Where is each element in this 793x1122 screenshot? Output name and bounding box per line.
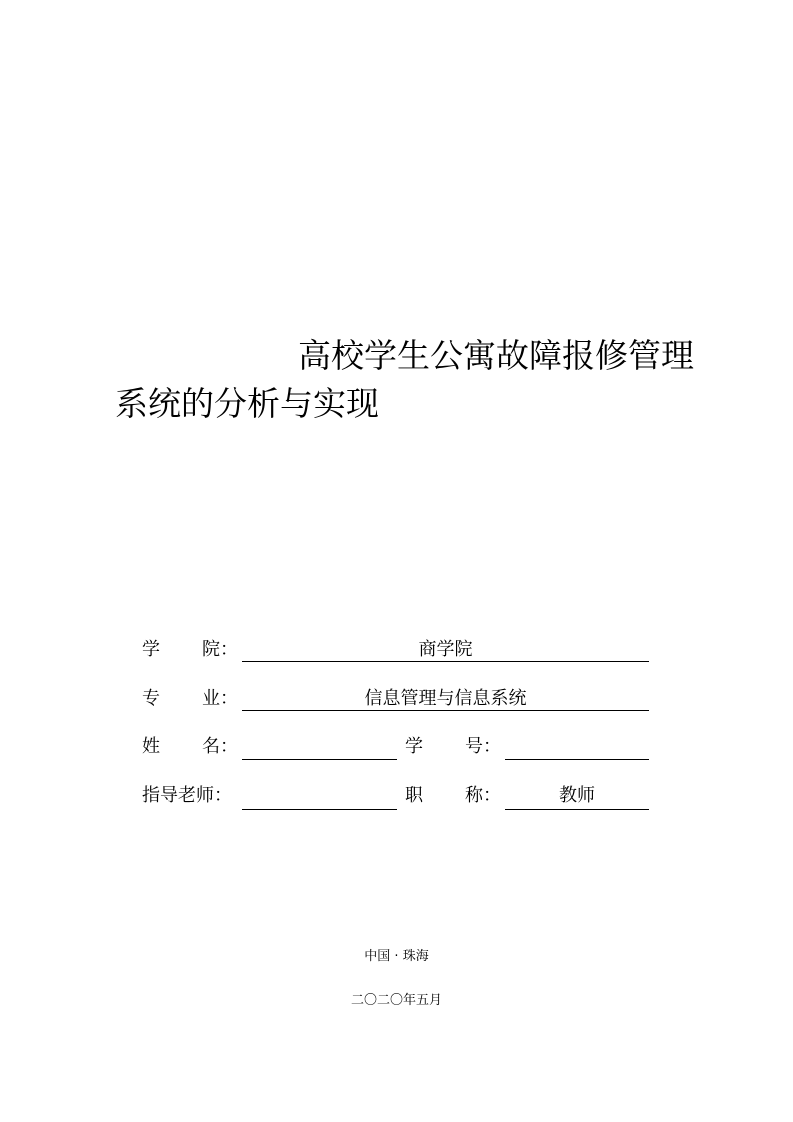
major-value: 信息管理与信息系统: [364, 688, 527, 709]
student-id-underline: [505, 759, 649, 760]
footer-date: 二〇二〇年五月: [350, 993, 442, 1008]
student-id-label-char-1: 学: [405, 736, 423, 757]
advisor-title-label-char-1: 职: [405, 785, 423, 806]
student-id-label-char-2: 号：: [465, 736, 501, 757]
major-underline: [242, 710, 649, 711]
name-label-char-1: 姓: [142, 736, 160, 757]
advisor-title-underline: [505, 809, 649, 810]
advisor-label: 指导老师：: [142, 785, 232, 806]
advisor-underline: [242, 809, 397, 810]
thesis-title-line-2: 系统的分析与实现: [115, 384, 379, 423]
college-underline: [242, 661, 649, 662]
advisor-title-label-char-2: 称：: [465, 785, 501, 806]
name-label-char-2: 名：: [202, 736, 238, 757]
college-value: 商学院: [418, 639, 473, 660]
college-label-char-1: 学: [142, 639, 160, 660]
college-label-char-2: 院：: [202, 639, 238, 660]
footer-location: 中国 · 珠海: [364, 949, 429, 964]
major-label-char-2: 业：: [202, 688, 238, 709]
major-label-char-1: 专: [142, 688, 160, 709]
thesis-title-line-1: 高校学生公寓故障报修管理: [298, 336, 694, 375]
name-underline: [242, 759, 397, 760]
advisor-title-value: 教师: [559, 785, 595, 806]
